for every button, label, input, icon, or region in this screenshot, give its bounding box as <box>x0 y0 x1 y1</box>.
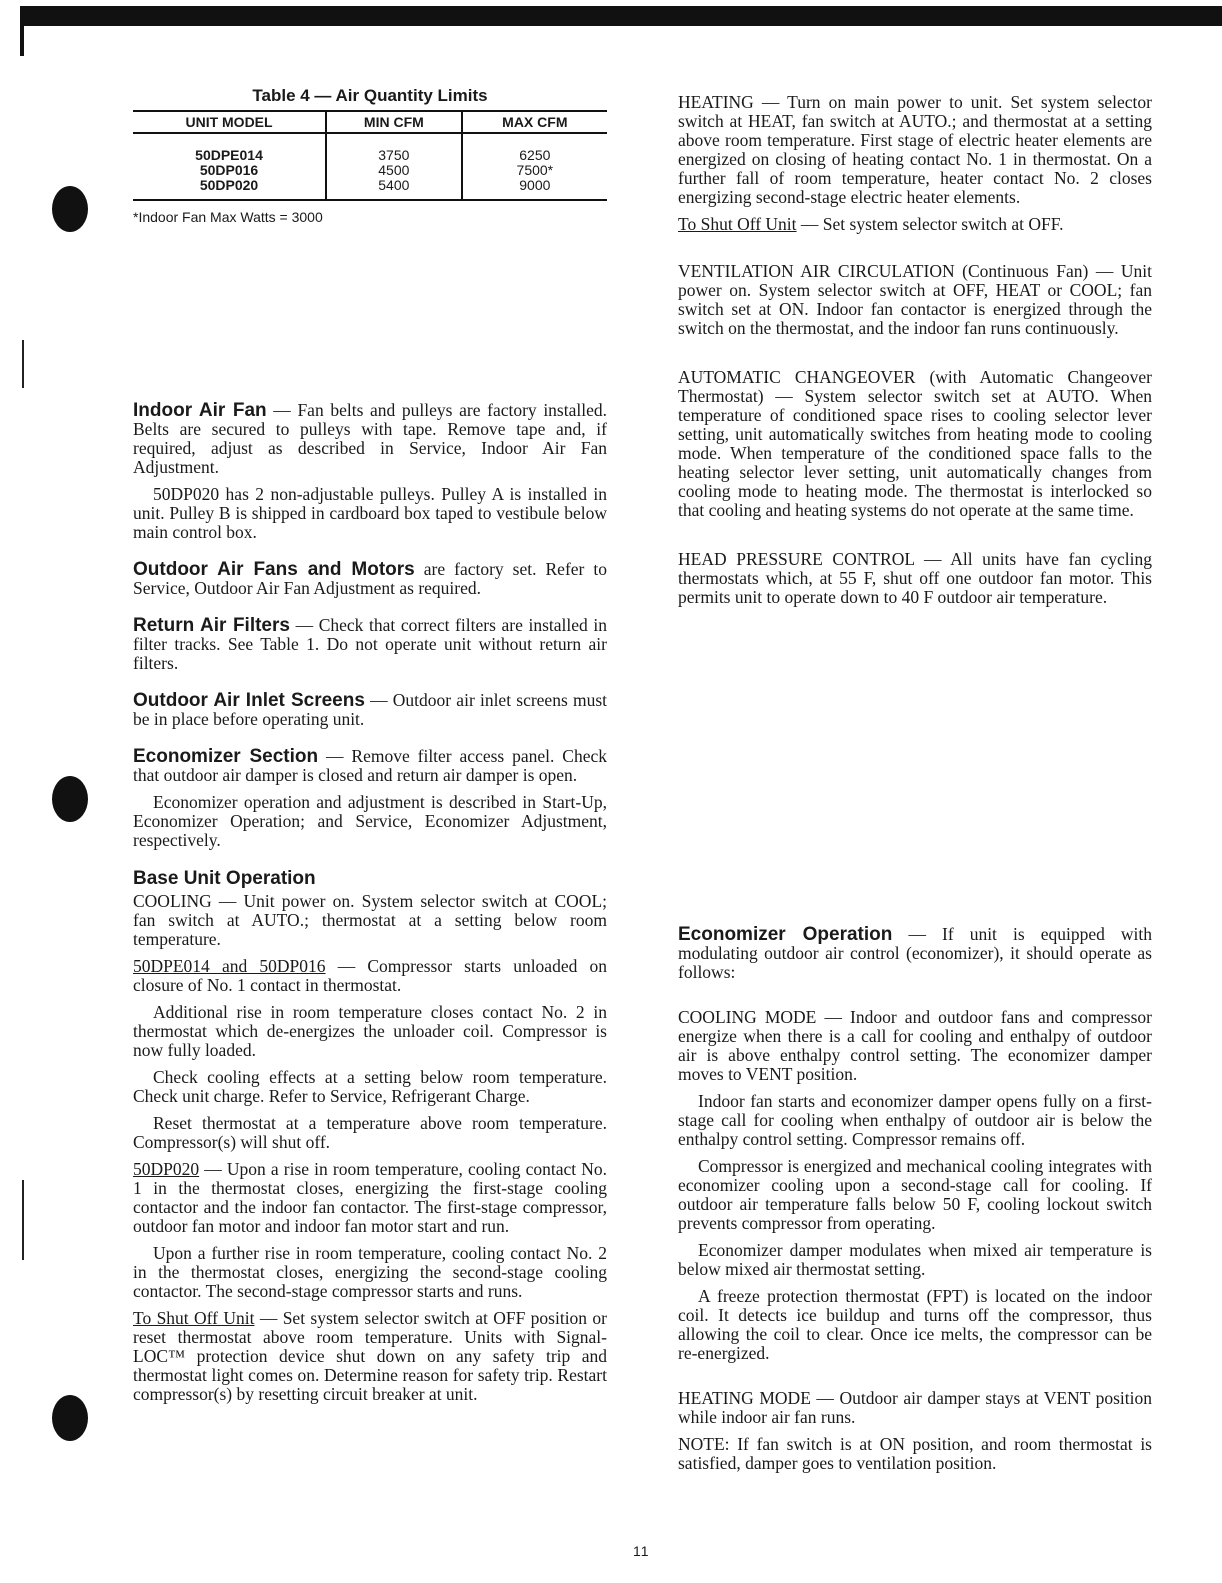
scan-mark <box>22 340 24 388</box>
additional-rise-paragraph: Additional rise in room temperature closes contact No. 2 in thermostat which de-energizes the unloader coil. Compressor is now fully loaded. <box>133 1002 607 1060</box>
economizer-section-heading: Economizer Section <box>133 746 319 767</box>
page-number: 11 <box>633 1543 650 1559</box>
scan-mark <box>22 1180 24 1260</box>
table-title: Table 4 — Air Quantity Limits <box>252 86 488 105</box>
model-020-paragraph: 50DP020 — Upon a rise in room temperature, cooling contact No. 1 in the thermostat closes, energizing the first-stage cooling contactor and the indoor fan contactor. The first-stage compressor, outdoor fan motor and indoor fan motor start and run. <box>133 1159 607 1236</box>
economizer-adjust-paragraph: Economizer operation and adjustment is described in Start-Up, Economizer Operation; and Service, Economizer Adjustment, respectively. <box>133 792 607 850</box>
inlet-screens-paragraph: Outdoor Air Inlet Screens — Outdoor air inlet screens must be in place before operating unit. <box>133 690 607 729</box>
table-row: 50DP016 4500 7500* <box>133 163 607 178</box>
air-quantity-table <box>133 110 607 201</box>
cooling-paragraph: COOLING — Unit power on. System selector switch at COOL; fan switch at AUTO.; thermostat at a setting below room temperature. <box>133 891 607 949</box>
further-rise-paragraph: Upon a further rise in room temperature, cooling contact No. 2 in the thermostat closes, energizing the second-stage cooling contactor. The second-stage compressor starts and runs. <box>133 1243 607 1301</box>
outdoor-fans-heading: Outdoor Air Fans and Motors <box>133 559 415 580</box>
header-min-cfm: MIN CFM <box>326 111 462 133</box>
indoor-air-fan-paragraph: Indoor Air Fan — Fan belts and pulleys are factory installed. Belts are secured to pulleys with tape. Remove tape and, if required, adjust as described in Service, Indoor Air Fan Adjustment. <box>133 400 607 477</box>
note-paragraph: NOTE: If fan switch is at ON position, and room thermostat is satisfied, damper goes to ventilation position. <box>678 1434 1152 1473</box>
indoor-air-fan-heading: Indoor Air Fan <box>133 400 267 421</box>
table-row: 50DP020 5400 9000 <box>133 178 607 200</box>
check-cooling-paragraph: Check cooling effects at a setting below room temperature. Check unit charge. Refer to Service, Refrigerant Charge. <box>133 1067 607 1106</box>
right-column-economizer <box>678 925 1152 1481</box>
heating-mode-paragraph: HEATING MODE — Outdoor air damper stays at VENT position while indoor air fan runs. <box>678 1388 1152 1427</box>
scan-top-border <box>20 6 1222 26</box>
return-filters-heading: Return Air Filters <box>133 615 290 636</box>
ventilation-paragraph: VENTILATION AIR CIRCULATION (Continuous Fan) — Unit power on. System selector switch at OFF, HEAT or COOL; fan switch set at ON. Indoor fan contactor is energized through the switch on the thermostat, and the indoor fan runs continuously. <box>678 261 1152 338</box>
shut-off-paragraph: To Shut Off Unit — Set system selector switch at OFF position or reset thermostat above room temperature. Units with Signal-LOC™ protection device shut down on any safety trip and thermostat light comes on. Determine reason for safety trip. Restart compressor(s) by resetting circuit breaker at unit. <box>133 1308 607 1404</box>
punch-hole-middle <box>52 776 88 822</box>
freeze-protection-paragraph: A freeze protection thermostat (FPT) is located on the indoor coil. It detects ice buildup and turns off the compressor, thus allowing the coil to clear. Once ice melts, the compressor can be re-energized. <box>678 1286 1152 1363</box>
punch-hole-bottom <box>52 1395 88 1441</box>
header-max-cfm: MAX CFM <box>462 111 607 133</box>
header-unit-model: UNIT MODEL <box>133 111 326 133</box>
left-column-body <box>133 401 607 1412</box>
inlet-screens-heading: Outdoor Air Inlet Screens <box>133 690 365 711</box>
outdoor-fans-paragraph: Outdoor Air Fans and Motors are factory set. Refer to Service, Outdoor Air Fan Adjustment as required. <box>133 559 607 598</box>
economizer-section-paragraph: Economizer Section — Remove filter access panel. Check that outdoor air damper is closed and return air damper is open. <box>133 746 607 785</box>
return-filters-paragraph: Return Air Filters — Check that correct filters are installed in filter tracks. See Table 1. Do not operate unit without return air filters. <box>133 615 607 673</box>
punch-hole-top <box>52 186 88 232</box>
cooling-mode-paragraph: COOLING MODE — Indoor and outdoor fans and compressor energize when there is a call for cooling and enthalpy of outdoor air is above enthalpy control setting. The economizer damper moves to VENT position. <box>678 1007 1152 1084</box>
head-pressure-paragraph: HEAD PRESSURE CONTROL — All units have fan cycling thermostats which, at 55 F, shut off one outdoor fan motor. This permits unit to operate down to 40 F outdoor air temperature. <box>678 549 1152 607</box>
models-paragraph: 50DPE014 and 50DP016 — Compressor starts unloaded on closure of No. 1 contact in thermostat. <box>133 956 607 995</box>
economizer-operation-paragraph: Economizer Operation — If unit is equipped with modulating outdoor air control (economizer), it should operate as follows: <box>678 924 1153 982</box>
heating-paragraph: HEATING — Turn on main power to unit. Set system selector switch at HEAT, fan switch at AUTO.; and thermostat at a setting above room temperature. First stage of electric heater elements are energized on closing of heating contact No. 1 in thermostat. On a further fall of room temperature, heater contact No. 2 closes energizing second-stage electric heater elements. <box>678 92 1152 207</box>
reset-thermostat-paragraph: Reset thermostat at a temperature above room temperature. Compressor(s) will shut off. <box>133 1113 607 1152</box>
economizer-operation-heading: Economizer Operation <box>678 924 893 945</box>
changeover-paragraph: AUTOMATIC CHANGEOVER (with Automatic Changeover Thermostat) — System selector switch set at AUTO. When temperature of conditioned space rises to cooling selector lever setting, unit automatically switches from heating mode to cooling mode. When temperature of the conditioned space falls to the heating selector lever setting, unit automatically changes from cooling mode to heating mode. The thermostat is interlocked so that cooling and heating systems do not operate at the same time. <box>678 367 1152 520</box>
base-unit-heading: Base Unit Operation <box>133 868 316 889</box>
scan-left-border <box>20 18 24 56</box>
indoor-fan-paragraph: Indoor fan starts and economizer damper opens fully on a first-stage call for cooling when enthalpy of outdoor air is below the enthalpy control setting. Compressor remains off. <box>678 1091 1152 1149</box>
table-row: 50DPE014 3750 6250 <box>133 133 607 163</box>
heating-shut-off-paragraph: To Shut Off Unit — Set system selector switch at OFF. <box>678 214 1064 234</box>
table-footnote: *Indoor Fan Max Watts = 3000 <box>133 209 323 225</box>
right-column-top <box>678 93 1152 615</box>
pulley-paragraph: 50DP020 has 2 non-adjustable pulleys. Pulley A is installed in unit. Pulley B is shipped in cardboard box taped to vestibule below main control box. <box>133 484 607 542</box>
compressor-paragraph: Compressor is energized and mechanical cooling integrates with economizer cooling upon a second-stage call for cooling. If outdoor air temperature falls below 50 F, cooling lockout switch prevents compressor from operating. <box>678 1156 1152 1233</box>
table-4 <box>133 86 607 225</box>
damper-paragraph: Economizer damper modulates when mixed air temperature is below mixed air thermostat setting. <box>678 1240 1152 1279</box>
